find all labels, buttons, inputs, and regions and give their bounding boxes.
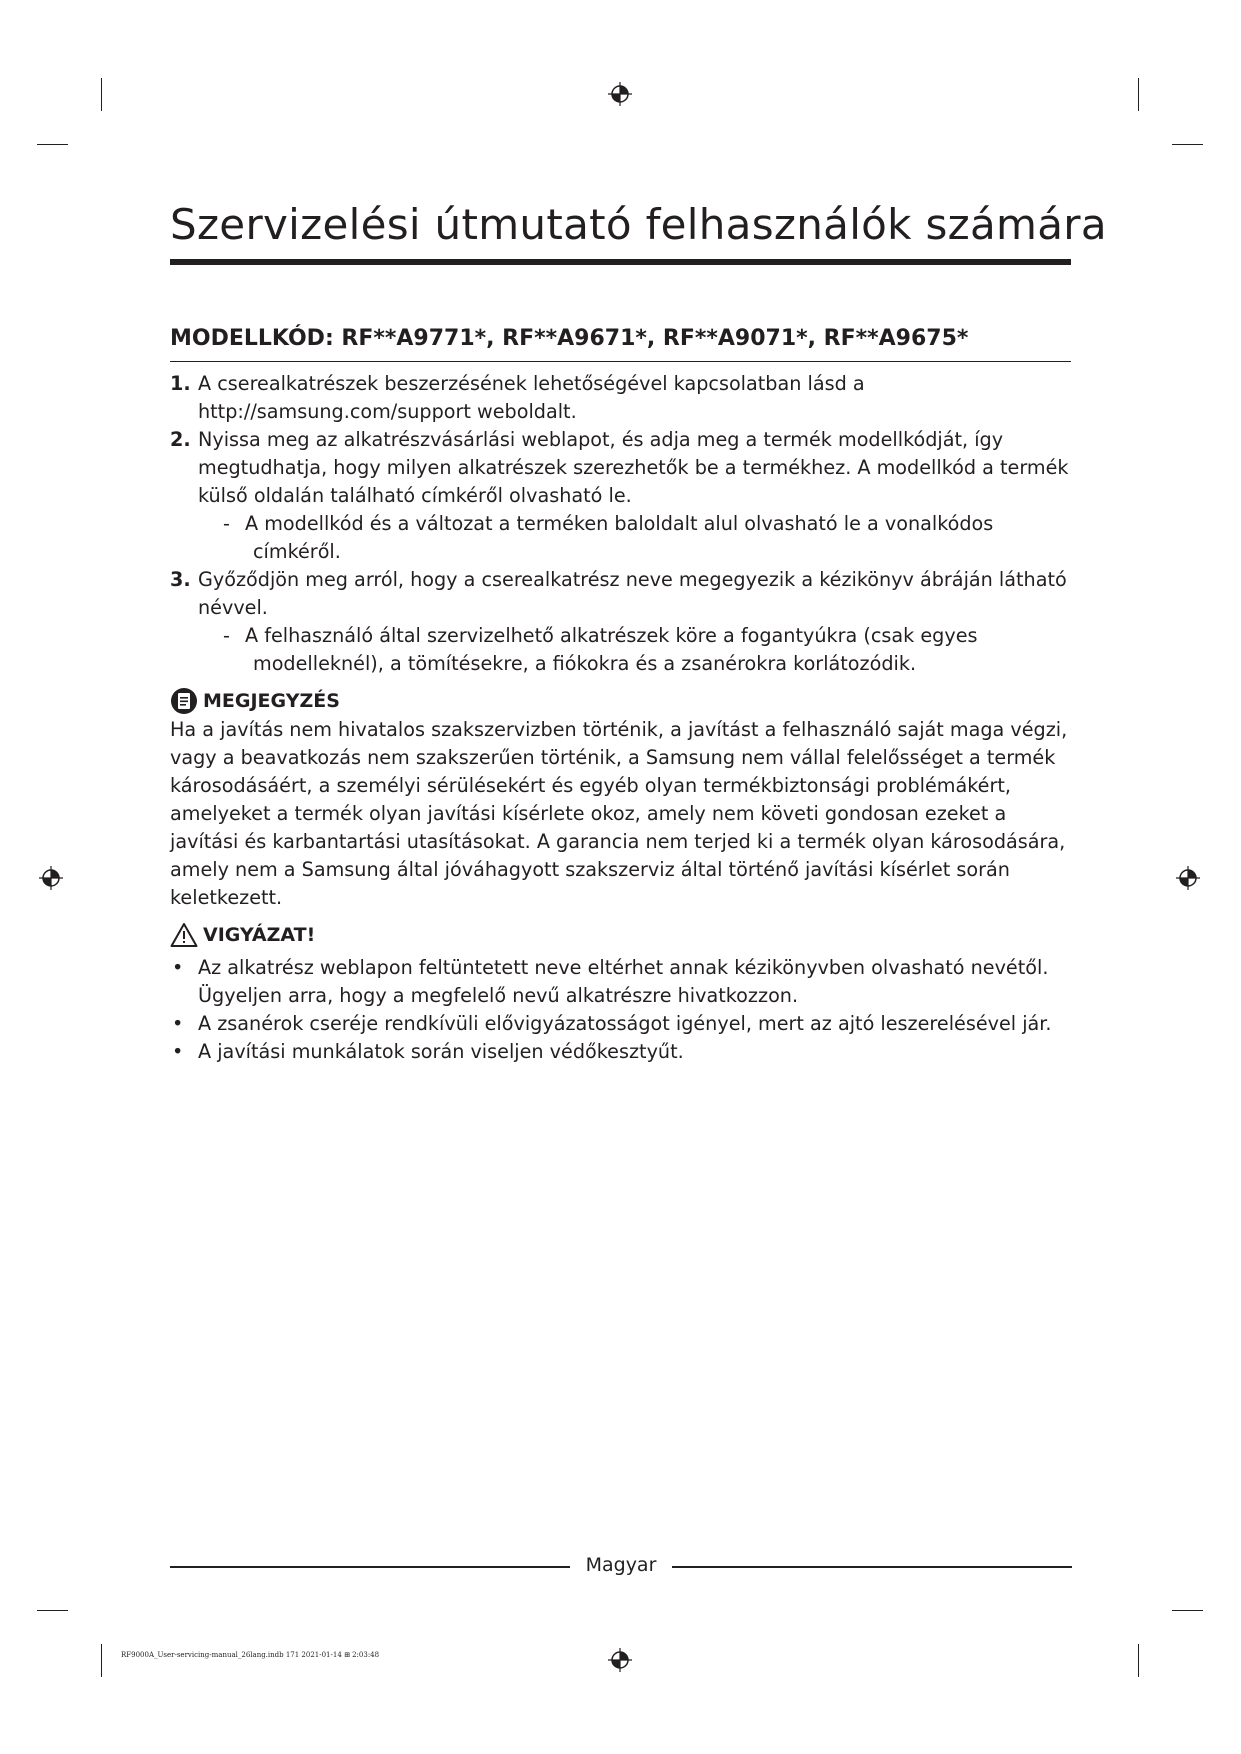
crop-mark-top-right xyxy=(1138,78,1139,111)
footer-language: Magyar xyxy=(585,1554,657,1576)
list-item-step-3 xyxy=(170,566,1080,678)
sub-item-text: A modellkód és a változat a terméken baloldalt alul olvasható le a vonalkódos címkéről. xyxy=(245,512,994,563)
footer-rule-left xyxy=(170,1566,570,1568)
crop-mark-bottom-left-h xyxy=(37,1610,68,1611)
warning-triangle-icon xyxy=(170,922,198,948)
steps-list xyxy=(170,370,1080,678)
caution-item-text: A javítási munkálatok során viseljen védőkesztyűt. xyxy=(198,1040,684,1063)
sub-item-text: A felhasználó által szervizelhető alkatrészek köre a fogantyúkra (csak egyes modelleknél), a tömítésekre, a fiókokra és a zsanérokra korlátozódik. xyxy=(245,624,978,675)
crop-mark-top-left-h xyxy=(37,144,68,145)
note-heading xyxy=(170,686,1080,716)
note-text: Ha a javítás nem hivatalos szakszervizben történik, a javítást a felhasználó saját maga végzi, vagy a beavatkozás nem szakszerűen történik, a Samsung nem vállal felelősséget a termék károsodásáért, a személyi sérülésekért és egyéb olyan termékbiztonsági problémákért, amelyeket a termék olyan javítási kísérlete okoz, amely nem követi gondosan ezeket a javítási és karbantartási utasításokat. A garancia nem terjed ki a termék olyan károsodására, amely nem a Samsung által jóváhagyott szakszerviz által történő javítási kísérlet során keletkezett. xyxy=(170,718,1068,909)
registration-mark-icon xyxy=(1175,865,1201,891)
crop-mark-bottom-right xyxy=(1138,1644,1139,1677)
registration-mark-icon xyxy=(607,81,633,107)
bullet-marker: • xyxy=(172,1040,184,1063)
step-number: 3. xyxy=(170,568,191,591)
step-number: 2. xyxy=(170,428,191,451)
list-item-step-1 xyxy=(170,370,1080,426)
note-label: MEGJEGYZÉS xyxy=(203,690,340,712)
model-heading-underline xyxy=(170,361,1071,362)
crop-mark-bottom-left xyxy=(101,1644,102,1677)
caution-heading xyxy=(170,920,1080,950)
bullet-marker: • xyxy=(172,956,184,979)
dash-marker: - xyxy=(223,624,230,647)
step-text: A cserealkatrészek beszerzésének lehetőségével kapcsolatban lásd a http://samsung.com/support weboldalt. xyxy=(198,372,865,423)
crop-mark-top-right-h xyxy=(1172,144,1203,145)
title-underline xyxy=(170,259,1071,265)
caution-label: VIGYÁZAT! xyxy=(203,924,316,946)
list-item xyxy=(170,1010,1080,1038)
crop-mark-bottom-right-h xyxy=(1172,1610,1203,1611)
caution-item-text: A zsanérok cseréje rendkívüli elővigyázatosságot igényel, mert az ajtó leszerelésével jár. xyxy=(198,1012,1052,1035)
print-imprint: RF9000A_User-servicing-manual_26lang.indb 171 2021-01-14 ⊞ 2:03:48 xyxy=(121,1651,380,1659)
note-icon xyxy=(170,687,198,715)
registration-mark-icon xyxy=(38,865,64,891)
bullet-marker: • xyxy=(172,1012,184,1035)
list-item-step-2 xyxy=(170,426,1080,566)
caution-item-text: Az alkatrész weblapon feltüntetett neve eltérhet annak kézikönyvben olvasható nevétől. Ügyeljen arra, hogy a megfelelő nevű alkatrészre hivatkozzon. xyxy=(198,956,1049,1007)
step-number: 1. xyxy=(170,372,191,395)
registration-mark-icon xyxy=(607,1647,633,1673)
dash-marker: - xyxy=(223,512,230,535)
crop-mark-top-left xyxy=(101,78,102,111)
caution-list xyxy=(170,954,1080,1066)
list-item xyxy=(170,954,1080,1010)
model-code-heading: MODELLKÓD: RF**A9771*, RF**A9671*, RF**A9071*, RF**A9675* xyxy=(170,326,969,351)
footer-rule-right xyxy=(672,1566,1072,1568)
step-text: Nyissa meg az alkatrészvásárlási weblapot, és adja meg a termék modellkódját, így megtudhatja, hogy milyen alkatrészek szerezhetők be a termékhez. A modellkód a termék külső oldalán található címkéről olvasható le. xyxy=(198,428,1069,507)
step-text: Győződjön meg arról, hogy a cserealkatrész neve megegyezik a kézikönyv ábráján látható névvel. xyxy=(198,568,1067,619)
sub-item xyxy=(198,510,1080,566)
list-item xyxy=(170,1038,1080,1066)
page-title: Szervizelési útmutató felhasználók számára xyxy=(170,200,1107,249)
sub-item xyxy=(198,622,1080,678)
main-content xyxy=(170,370,1080,1066)
